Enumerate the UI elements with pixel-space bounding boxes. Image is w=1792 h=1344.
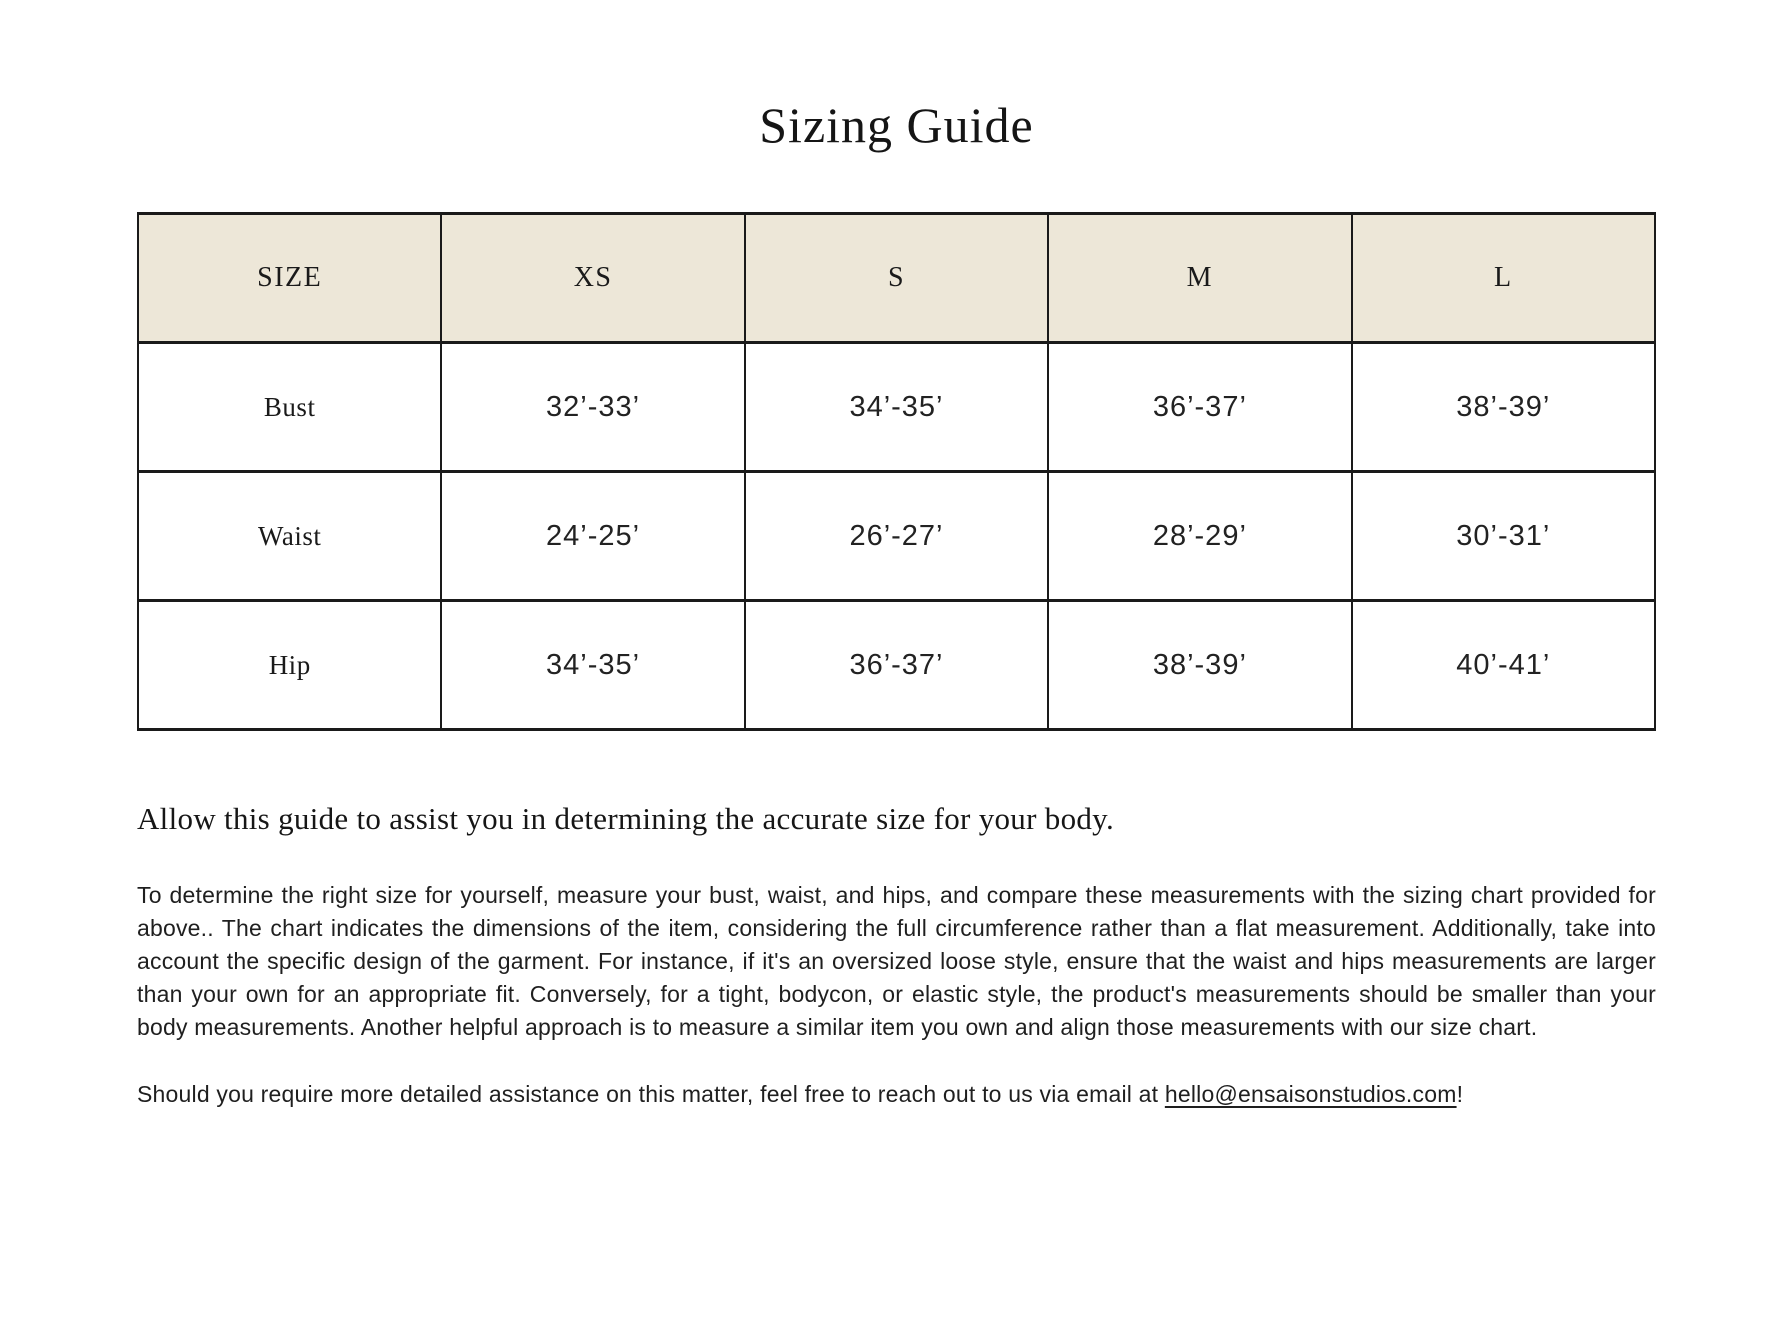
bust-l-value: 38’-39’ (1352, 343, 1655, 472)
table-row-bust (138, 343, 1655, 472)
hip-xs-value: 34’-35’ (441, 601, 744, 730)
header-cell-l: L (1352, 214, 1655, 343)
header-cell-xs: XS (441, 214, 744, 343)
contact-suffix: ! (1456, 1081, 1464, 1107)
row-label-hip: Hip (138, 601, 441, 730)
row-label-waist: Waist (138, 472, 441, 601)
bust-s-value: 34’-35’ (745, 343, 1048, 472)
table-header-row (138, 214, 1655, 343)
hip-s-value: 36’-37’ (745, 601, 1048, 730)
hip-l-value: 40’-41’ (1352, 601, 1655, 730)
contact-text: Should you require more detailed assistance on this matter, feel free to reach out to us via email at (137, 1081, 1165, 1107)
hip-m-value: 38’-39’ (1048, 601, 1351, 730)
table-row-waist (138, 472, 1655, 601)
contact-line (137, 1078, 1656, 1111)
waist-xs-value: 24’-25’ (441, 472, 744, 601)
size-table (137, 212, 1656, 731)
header-cell-s: S (745, 214, 1048, 343)
sizing-guide-page (0, 96, 1792, 1344)
guide-subheading: Allow this guide to assist you in determining the accurate size for your body. (137, 801, 1115, 836)
sizing-instructions-paragraph: To determine the right size for yourself, measure your bust, waist, and hips, and compare these measurements with the sizing chart provided for above.. The chart indicates the dimensions of the item, considering the full circumference rather than a flat measurement. Additionally, take into account the specific design of the garment. For instance, if it's an oversized loose style, ensure that the waist and hips measurements are larger than your own for an appropriate fit. Conversely, for a tight, bodycon, or elastic style, the product's measurements should be smaller than your body measurements. Another helpful approach is to measure a similar item you own and align those measurements with our size chart. (137, 882, 1656, 1040)
bust-xs-value: 32’-33’ (441, 343, 744, 472)
row-label-bust: Bust (138, 343, 441, 472)
page-title: Sizing Guide (759, 97, 1034, 153)
header-cell-size: SIZE (138, 214, 441, 343)
table-row-hip (138, 601, 1655, 730)
waist-l-value: 30’-31’ (1352, 472, 1655, 601)
email-link[interactable]: hello@ensaisonstudios.com (1164, 1081, 1457, 1107)
header-cell-m: M (1048, 214, 1351, 343)
waist-s-value: 26’-27’ (745, 472, 1048, 601)
bust-m-value: 36’-37’ (1048, 343, 1351, 472)
waist-m-value: 28’-29’ (1048, 472, 1351, 601)
